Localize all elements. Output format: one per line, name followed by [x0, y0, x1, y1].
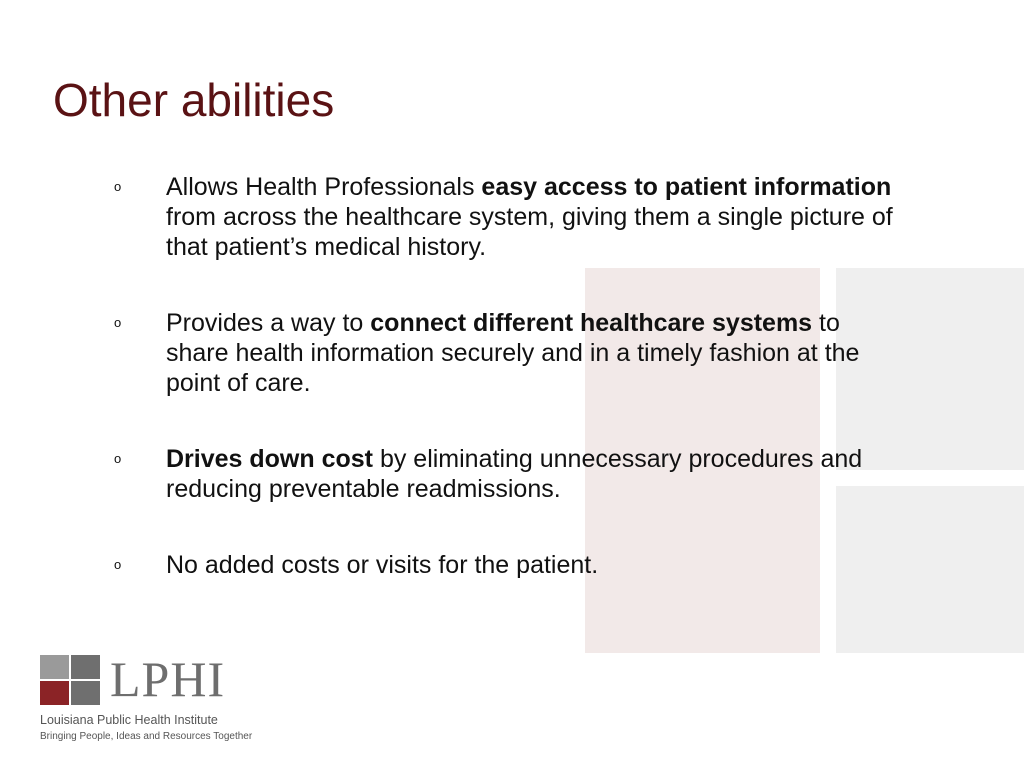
logo-squares-icon — [40, 655, 102, 706]
bullet-marker-icon: o — [114, 451, 122, 466]
bullet-text: No added costs or visits for the patient. — [166, 551, 599, 579]
lphi-logo — [40, 651, 260, 750]
logo-square — [71, 681, 100, 705]
bullet-text: to share health information securely and in a timely fashion at the point of care. — [166, 309, 860, 397]
logo-square — [71, 655, 100, 679]
logo-organization-name: Louisiana Public Health Institute — [40, 713, 218, 727]
bullet-text-bold: connect different healthcare systems — [370, 309, 813, 337]
bullet-item — [112, 550, 902, 580]
bullet-text-bold: easy access to patient information — [481, 173, 892, 201]
slide-title: Other abilities — [53, 74, 335, 126]
logo-wordmark: LPHI — [110, 651, 226, 707]
bullet-marker-icon: o — [114, 179, 122, 194]
bullet-marker-icon: o — [114, 557, 122, 572]
bullet-text-bold: Drives down cost — [166, 445, 373, 473]
logo-square — [40, 681, 69, 705]
bullet-text: from across the healthcare system, giving them a single picture of that patient’s medical history. — [166, 203, 893, 261]
bullet-text: Allows Health Professionals — [166, 173, 482, 201]
bullet-item — [112, 444, 902, 504]
bullet-text: Provides a way to — [166, 309, 371, 337]
bullet-item — [112, 172, 902, 262]
bullet-list — [112, 172, 902, 626]
bullet-text: by eliminating unnecessary procedures and reducing preventable readmissions. — [166, 445, 863, 503]
bullet-marker-icon: o — [114, 315, 122, 330]
bullet-item — [112, 308, 902, 398]
logo-tagline: Bringing People, Ideas and Resources Together — [40, 731, 253, 742]
logo-square — [40, 655, 69, 679]
